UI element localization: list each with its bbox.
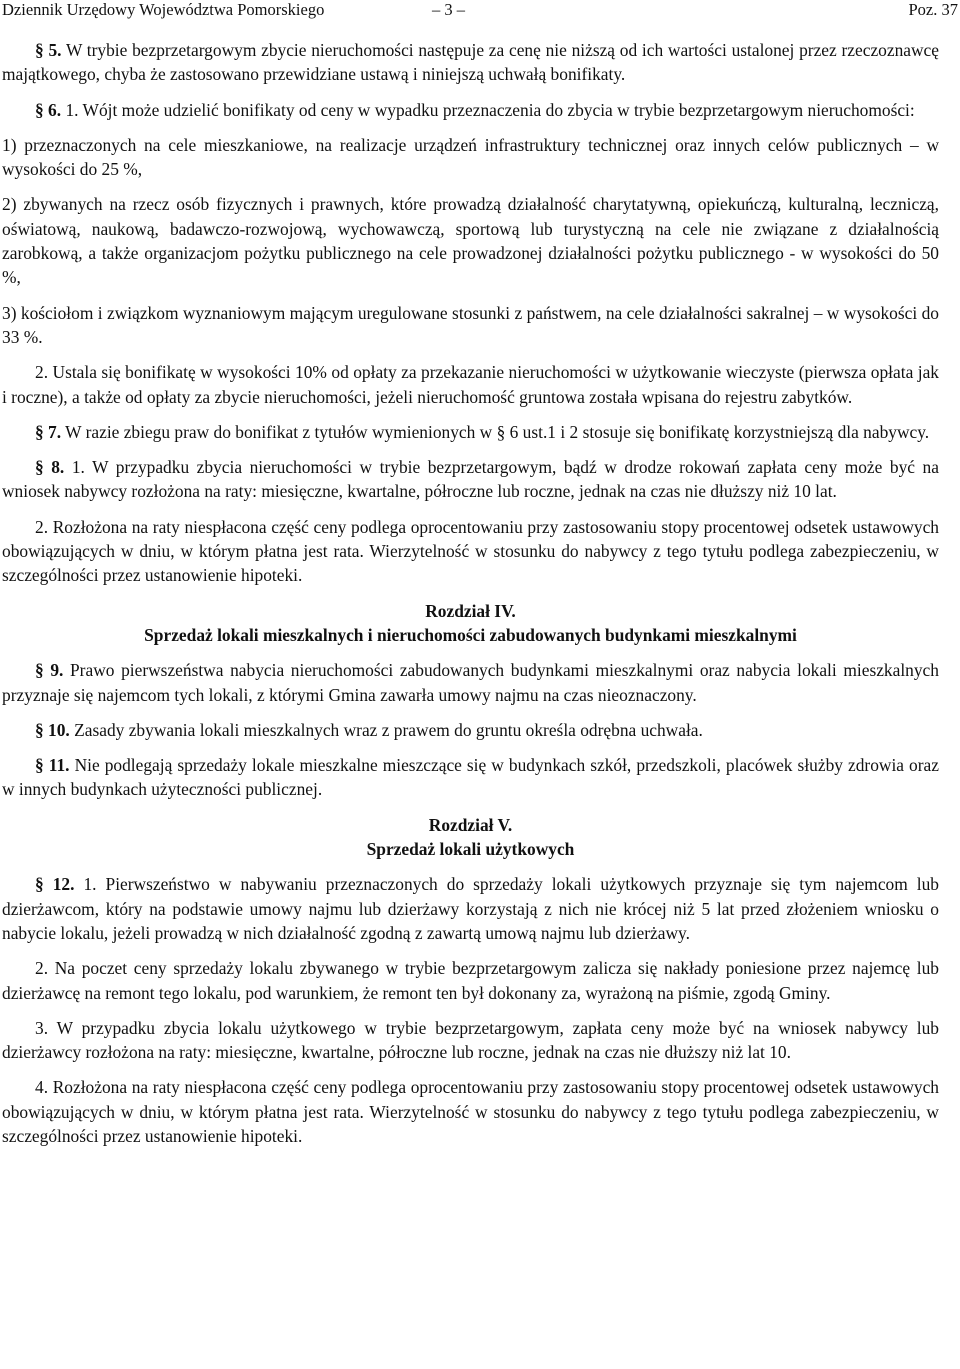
paragraph-text: W przypadku zbycia nieruchomości w trybie bezprzetargowym, bądź w drodze rokowań zapłata ceny może być na wniosek nabywcy rozłożona na raty: miesięczne, kwartalne, półroczne lub roczne, jednak na czas nie dłuższy niż 10 lat.: [2, 457, 939, 502]
section-10: [2, 718, 939, 742]
document-body: [2, 38, 939, 1159]
section-6-item-3: 3) kościołom i związkom wyznaniowym mającym uregulowane stosunki z państwem, na cele działalności sakralnej – w wysokości do 33 %.: [2, 302, 939, 347]
position-number: Poz. 37: [908, 0, 958, 19]
page-number: – 3 –: [432, 0, 465, 19]
section-number: § 9.: [35, 660, 64, 681]
section-12-par-1: [2, 872, 939, 945]
section-9: [2, 658, 939, 707]
section-number: § 12.: [35, 874, 75, 895]
section-number: § 7.: [35, 421, 62, 442]
paragraph-text: Pierwszeństwo w nabywaniu przeznaczonych do sprzedaży lokali użytkowych przyznaje się tym najemcom lub dzierżawcom, który na podstawie umowy najmu lub dzierżawy korzystają z nich nie krócej niż 5 lat przed złożeniem wniosku o nabycie lokalu, jeżeli prowadzą w nich działalność zgodną z zawartą umową najmu lub dzierżawy.: [2, 874, 939, 943]
section-6-par-1: [2, 98, 939, 122]
paragraph-number: 1.: [83, 874, 97, 895]
section-6-item-2: 2) zbywanych na rzecz osób fizycznych i prawnych, które prowadzą działalność charytatywną, opiekuńczą, kulturalną, leczniczą, oświatową, naukową, badawczo-rozwojową, wychowawczą, sportową lub turystyczną na cele nie związane z działalnością zarobkową, a także organizacjom pożytku publicznego na cele prowadzonej działalności pożytku publicznego - w wysokości do 50 %,: [2, 194, 939, 288]
section-6-par-2: 2. Ustala się bonifikatę w wysokości 10% od opłaty za przekazanie nieruchomości w użytkowanie wieczyste (pierwsza opłata jak i roczne), a także od opłaty za zbycie nieruchomości, jeżeli nieruchomość gruntowa została wpisana do rejestru zabytków.: [2, 362, 939, 407]
section-7: [2, 420, 939, 444]
section-number: § 8.: [35, 457, 65, 478]
section-text: Zasady zbywania lokali mieszkalnych wraz z prawem do gruntu określa odrębna uchwała.: [74, 719, 703, 740]
section-text: Nie podlegają sprzedaży lokale mieszkalne mieszczące się w budynkach szkół, przedszkoli, placówek służby zdrowia oraz w innych budynkach użyteczności publicznej.: [2, 755, 939, 800]
page-header: [0, 0, 960, 20]
chapter-4-subtitle: Sprzedaż lokali mieszkalnych i nieruchomości zabudowanych budynkami mieszkalnymi: [144, 624, 797, 645]
chapter-5-title: Rozdział V.: [428, 814, 513, 835]
section-number: § 10.: [35, 719, 70, 740]
section-12-par-2: 2. Na poczet ceny sprzedaży lokalu zbywanego w trybie bezprzetargowym zalicza się nakłady poniesione przez najemcę lub dzierżawcę na remont tego lokalu, pod warunkiem, że remont ten był dokonany za, wyrażoną na piśmie, zgodą Gminy.: [2, 958, 939, 1003]
section-11: [2, 753, 939, 802]
section-text: W razie zbiegu praw do bonifikat z tytułów wymienionych w § 6 ust.1 i 2 stosuje się bonifikatę korzystniejszą dla nabywcy.: [65, 421, 930, 442]
section-8-par-2: 2. Rozłożona na raty niespłacona część ceny podlega oprocentowaniu przy zastosowaniu stopy procentowej odsetek ustawowych obowiązujących w dniu, w którym płatna jest rata. Wierzytelność w stosunku do nabywcy z tego tytułu podlega zabezpieczeniu, w szczególności przez ustanowienie hipoteki.: [2, 516, 939, 586]
section-number: § 5.: [35, 40, 62, 60]
journal-title: Dziennik Urzędowy Województwa Pomorskiego: [2, 0, 325, 19]
section-number: § 11.: [35, 755, 70, 776]
section-12-par-3: 3. W przypadku zbycia lokalu użytkowego w trybie bezprzetargowym, zapłata ceny może być na wniosek nabywcy lub dzierżawcy rozłożona na raty: miesięczne, kwartalne, półroczne lub roczne, jednak na czas nie dłuższy niż lat 10.: [2, 1017, 939, 1063]
section-6-item-1: 1) przeznaczonych na cele mieszkaniowe, na realizacje urządzeń infrastruktury technicznej oraz innych celów publicznych – w wysokości do 25 %,: [2, 134, 939, 180]
paragraph-number: 1.: [65, 99, 79, 120]
section-text: W trybie bezprzetargowym zbycie nieruchomości następuje za cenę nie niższą od ich wartości ustalonej przez rzeczoznawcę majątkowego, chyba że zastosowano przewidziane ustawą i niniejszą uchwałą bonifikaty.: [2, 40, 939, 85]
section-5: [2, 38, 939, 87]
paragraph-number: 1.: [71, 457, 85, 478]
section-text: Prawo pierwszeństwa nabycia nieruchomości zabudowanych budynkami mieszkalnymi oraz nabycia lokali mieszkalnych przyznaje się najemcom tych lokali, z którymi Gmina zawarła umowy najmu na czas nieoznaczony.: [2, 660, 939, 705]
paragraph-text: Wójt może udzielić bonifikaty od ceny w wypadku przeznaczenia do zbycia w trybie bezprzetargowym nieruchomości:: [82, 99, 915, 120]
chapter-5-subtitle: Sprzedaż lokali użytkowych: [366, 839, 575, 860]
section-number: § 6.: [35, 99, 62, 120]
chapter-4-title: Rozdział IV.: [425, 600, 516, 621]
section-8-par-1: [2, 455, 939, 504]
section-12-par-4: 4. Rozłożona na raty niespłacona część ceny podlega oprocentowaniu przy zastosowaniu stopy procentowej odsetek ustawowych obowiązujących w dniu, w którym płatna jest rata. Wierzytelność w stosunku do nabywcy z tego tytułu podlega zabezpieczeniu, w szczególności przez ustanowienie hipoteki.: [2, 1077, 939, 1146]
